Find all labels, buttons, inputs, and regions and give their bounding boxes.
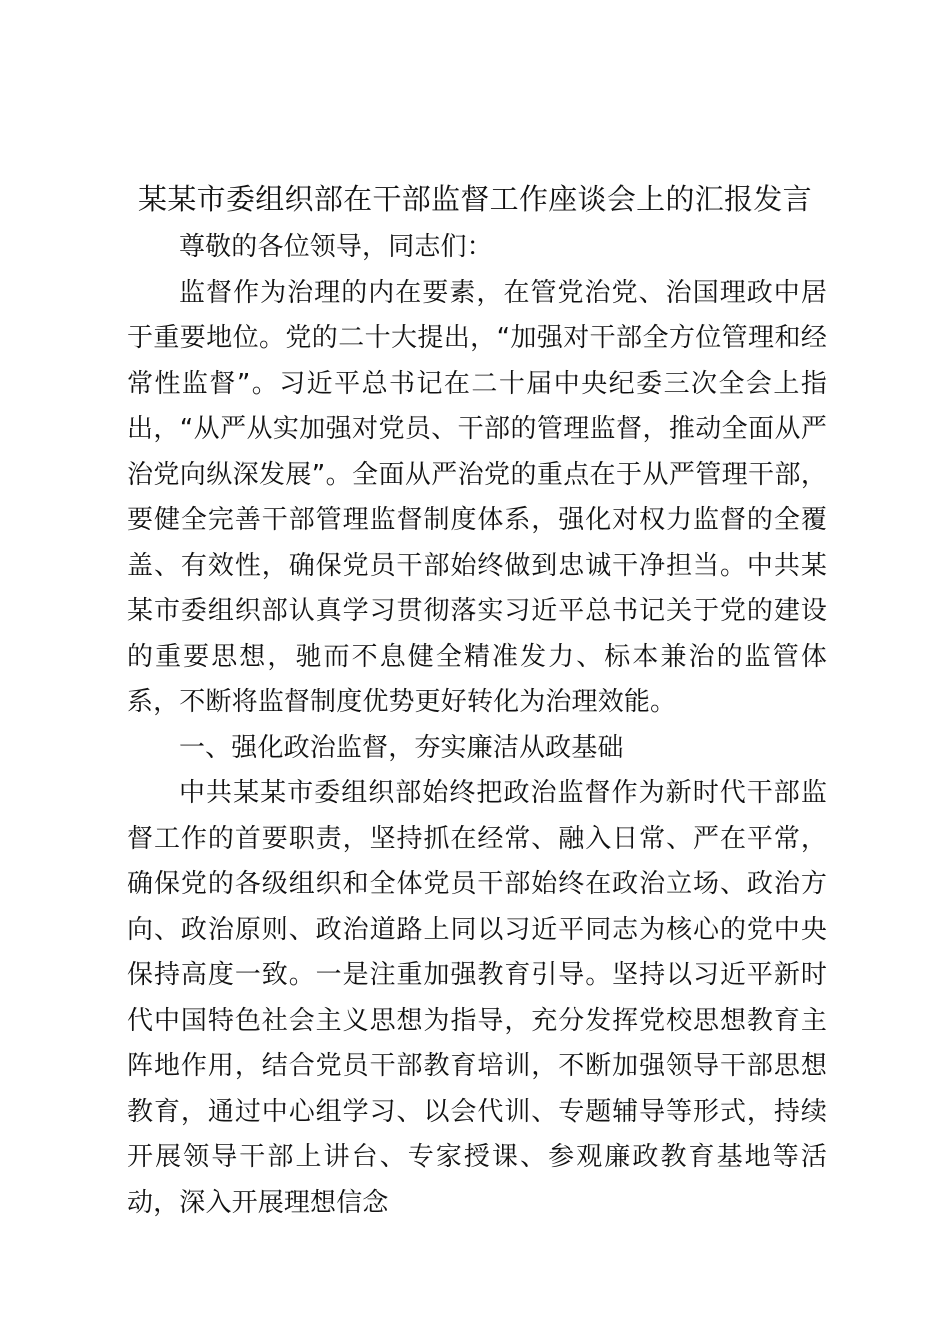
document-body bbox=[127, 225, 827, 1226]
section-1-paragraph: 中共某某市委组织部始终把政治监督作为新时代干部监督工作的首要职责，坚持抓在经常、融入日常、严在平常，确保党的各级组织和全体党员干部始终在政治立场、政治方向、政治原则、政治道路上同以习近平同志为核心的党中央保持高度一致。一是注重加强教育引导。坚持以习近平新时代中国特色社会主义思想为指导，充分发挥党校思想教育主阵地作用，结合党员干部教育培训，不断加强领导干部思想教育，通过中心组学习、以会代训、专题辅导等形式，持续开展领导干部上讲台、专家授课、参观廉政教育基地等活动，深入开展理想信念 bbox=[127, 778, 827, 1218]
section-1-heading: 一、强化政治监督，夯实廉洁从政基础 bbox=[179, 732, 624, 763]
salutation: 尊敬的各位领导，同志们： bbox=[179, 232, 493, 262]
document-title: 某某市委组织部在干部监督工作座谈会上的汇报发言 bbox=[138, 182, 812, 216]
intro-paragraph: 监督作为治理的内在要素，在管党治党、治国理政中居于重要地位。党的二十大提出，“加强对干部全方位管理和经常性监督”。习近平总书记在二十届中央纪委三次全会上指出，“从严从实加强对党员、干部的管理监督，推动全面从严治党向纵深发展”。全面从严治党的重点在于从严管理干部，要健全完善干部管理监督制度体系，强化对权力监督的全覆盖、有效性，确保党员干部始终做到忠诚干净担当。中共某某市委组织部认真学习贯彻落实习近平总书记关于党的建设的重要思想，驰而不息健全精准发力、标本兼治的监管体系，不断将监督制度优势更好转化为治理效能。 bbox=[127, 277, 827, 717]
